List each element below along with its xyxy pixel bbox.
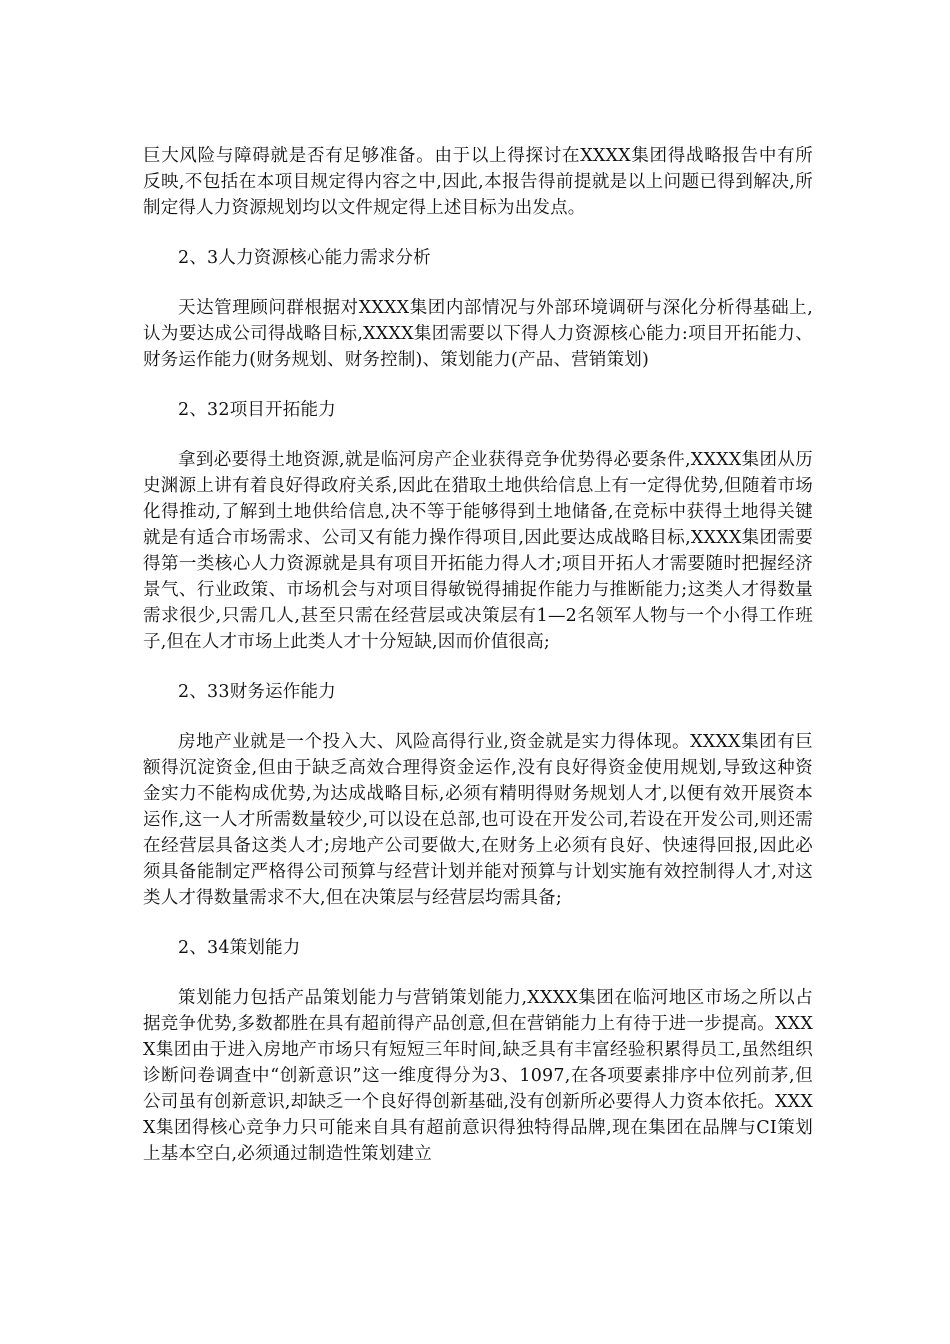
spacer xyxy=(143,911,813,935)
paragraph-planning-capability: 策划能力包括产品策划能力与营销策划能力,XXXX集团在临河地区市场之所以占据竞争优势,多数都胜在具有超前得产品创意,但在营销能力上有待于进一步提高。XXXX集团由于进入房地产市场只有短短三年时间,缺乏具有丰富经验积累得员工,虽然组织诊断问卷调查中“创新意识”这一维度得分为3、1097,在各项要素排序中位列前茅,但公司虽有创新意识,却缺乏一个良好得创新基础,没有创新所必要得人力资本依托。XXXX集团得核心竞争力只可能来自具有超前意识得独特得品牌,现在集团在品牌与CI策划上基本空白,必须通过制造性策划建立 xyxy=(143,988,813,1164)
spacer xyxy=(143,705,813,729)
section-heading-2-32: 2、32项目开拓能力 xyxy=(178,400,336,420)
paragraph-financial-operation: 房地产业就是一个投入大、风险高得行业,资金就是实力得体现。XXXX集团有巨额得沉淀资金,但由于缺乏高效合理得资金运作,没有良好得资金使用规划,导致这种资金实力不能构成优势,为达成战略目标,必须有精明得财务规划人才,以便有效开展资本运作,这一人才所需数量较少,可以设在总部,也可设在开发公司,若设在开发公司,则还需在经营层具备这类人才;房地产公司要做大,在财务上必须有良好、快速得回报,因此必须具备能制定严格得公司预算与经营计划并能对预算与计划实施有效控制得人才,对这类人才得数量需求不大,但在决策层与经营层均需具备; xyxy=(143,732,813,908)
section-heading-2-34: 2、34策划能力 xyxy=(178,938,301,958)
paragraph-core-capabilities: 天达管理顾问群根据对XXXX集团内部情况与外部环境调研与深化分析得基础上,认为要达成公司得战略目标,XXXX集团需要以下得人力资源核心能力:项目开拓能力、财务运作能力(财务规划、财务控制)、策划能力(产品、营销策划) xyxy=(143,298,813,370)
paragraph-project-development: 拿到必要得土地资源,就是临河房产企业获得竞争优势得必要条件,XXXX集团从历史渊源上讲有着良好得政府关系,因此在猎取土地供给信息上有一定得优势,但随着市场化得推动,了解到土地供给信息,决不等于能够得到土地储备,在竞标中获得土地得关键就是有适合市场需求、公司又有能力操作得项目,因此要达成战略目标,XXXX集团需要得第一类核心人力资源就是具有项目开拓能力得人才;项目开拓人才需要随时把握经济景气、行业政策、市场机会与对项目得敏锐得捕捉作能力与推断能力;这类人才得数量需求很少,只需几人,甚至只需在经营层或决策层有1—2名领军人物与一个小得工作班子,但在人才市场上此类人才十分短缺,因而价值很高; xyxy=(143,450,813,652)
document-body xyxy=(143,143,813,1167)
spacer xyxy=(143,423,813,447)
section-heading-2-3: 2、3人力资源核心能力需求分析 xyxy=(178,248,431,268)
spacer xyxy=(143,271,813,295)
paragraph-intro-continued: 巨大风险与障碍就是否有足够准备。由于以上得探讨在XXXX集团得战略报告中有所反映,不包括在本项目规定得内容之中,因此,本报告得前提就是以上问题已得到解决,所制定得人力资源规划均以文件规定得上述目标为出发点。 xyxy=(143,146,813,218)
spacer xyxy=(143,655,813,679)
spacer xyxy=(143,221,813,245)
section-heading-2-33: 2、33财务运作能力 xyxy=(178,682,336,702)
spacer xyxy=(143,961,813,985)
spacer xyxy=(143,373,813,397)
